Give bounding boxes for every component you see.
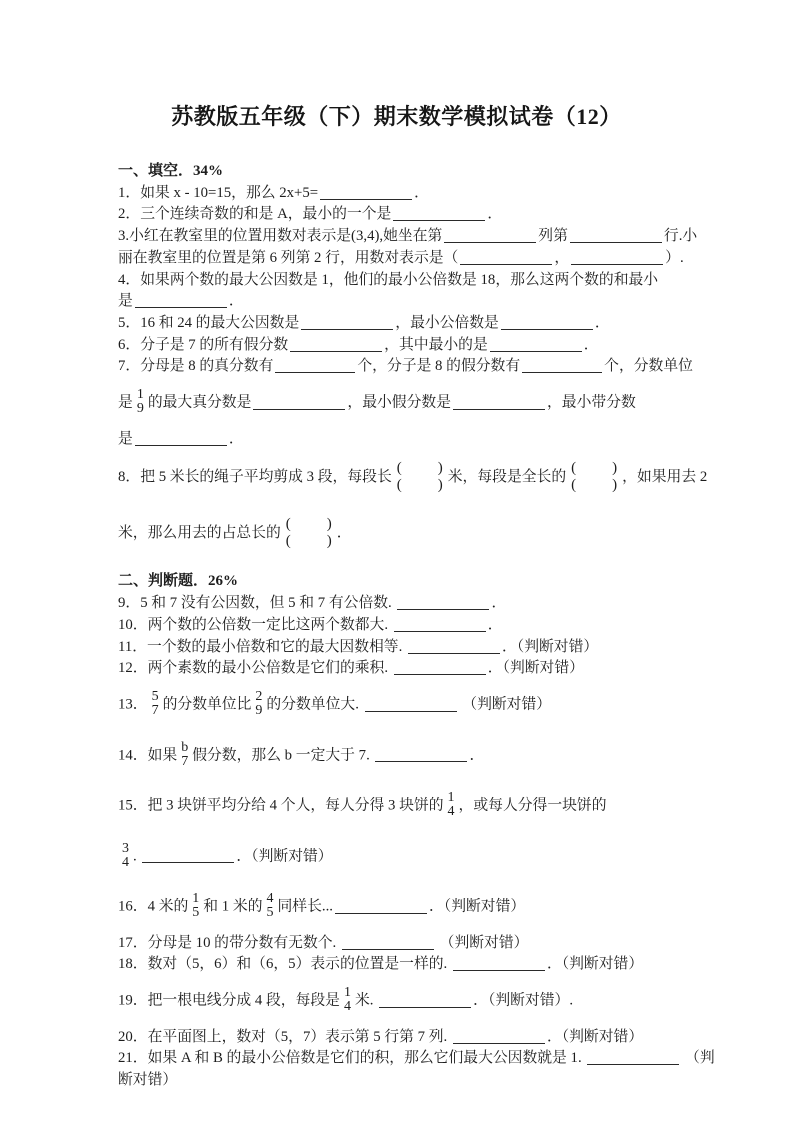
text-run: ，最小带分数 (547, 394, 636, 411)
text-run: ． (487, 206, 503, 223)
fraction: b 7 (181, 739, 189, 769)
fraction: 5 7 (151, 688, 159, 719)
question-line (118, 378, 697, 429)
text-run: ．（判断对错） (487, 660, 584, 677)
text-run: 1．如果 x - 10=15，那么 2x+5= (118, 184, 319, 201)
question-line (118, 1070, 697, 1092)
answer-blank (301, 315, 393, 330)
text-run: 个，分数单位 (604, 358, 693, 375)
question-line (118, 781, 697, 832)
text-run: 6．分子是 7 的所有假分数 (118, 336, 289, 353)
text-run: ． (491, 595, 507, 612)
text-run: 7．分母是 8 的真分数有 (118, 358, 274, 375)
text-run: ．（判断对错） (546, 1028, 644, 1045)
question-line (118, 615, 697, 637)
text-run: 10．两个数的公倍数一定比这两个数都大. (118, 616, 392, 633)
answer-blank (335, 899, 427, 914)
text-run: 是 (118, 394, 133, 411)
question-line (118, 593, 697, 615)
text-run: （判断对错） (458, 696, 552, 713)
text-run: ，如果用去 2 (622, 469, 708, 486)
text-run: ．（判断对错） (502, 638, 599, 655)
blank-paren-fraction: ( ) ( ) (396, 460, 443, 494)
text-run: 2．三个连续奇数的和是 A，最小的一个是 (118, 206, 392, 223)
question-line (118, 204, 697, 226)
answer-blank (394, 617, 486, 632)
question-line (118, 1027, 697, 1049)
text-run: ．（判断对错） (236, 848, 333, 865)
text-run: 米，每段是全长的 (447, 469, 567, 486)
answer-blank (393, 206, 485, 221)
text-run: 13． (118, 696, 148, 713)
answer-blank (501, 315, 593, 330)
answer-blank (253, 395, 345, 410)
text-run: 3.小红在教室里的位置用数对表示是(3,4),她坐在第 (118, 228, 443, 245)
answer-blank (342, 935, 434, 950)
answer-blank (142, 848, 234, 863)
fraction: 1 5 (192, 891, 200, 921)
answer-blank (379, 993, 471, 1008)
answer-blank (490, 337, 582, 352)
text-run: ． (487, 616, 503, 633)
text-run: 18．数对（5，6）和（6，5）表示的位置是一样的. (118, 956, 451, 973)
text-run: 同样长... (277, 898, 333, 915)
answer-blank (453, 956, 545, 971)
answer-blank (570, 228, 662, 243)
fraction: 1 4 (447, 790, 455, 820)
text-run: （判 (681, 1050, 715, 1067)
question-line (118, 356, 697, 378)
question-line (118, 270, 697, 292)
question-line (118, 882, 697, 933)
fraction: 3 4 (122, 840, 129, 870)
question-line (118, 832, 697, 883)
fraction: 2 9 (255, 688, 263, 719)
answer-blank (460, 250, 552, 265)
text-run: 行.小 (663, 228, 698, 245)
answer-blank (444, 228, 536, 243)
text-run: 15．把 3 块饼平均分给 4 个人，每人分得 3 块饼的 (118, 797, 444, 814)
text-run: 的分数单位比 (162, 696, 252, 713)
question-line (118, 637, 697, 659)
question-line (118, 954, 697, 976)
text-run: （判断对错） (435, 934, 529, 951)
answer-blank (275, 358, 355, 373)
question-line (118, 506, 697, 562)
answer-blank (453, 395, 545, 410)
text-run: 16．4 米的 (118, 898, 189, 915)
page-title: 苏教版五年级（下）期末数学模拟试卷（12） (171, 104, 622, 129)
text-run: ． (336, 525, 352, 542)
answer-blank (522, 358, 602, 373)
question-line (118, 335, 697, 357)
text-run: ，最小公倍数是 (395, 314, 499, 331)
answer-blank (365, 697, 457, 712)
answer-blank (408, 639, 500, 654)
text-run: ． (228, 293, 244, 310)
question-line (118, 1048, 715, 1070)
section-heading: 一、填空．34% (118, 163, 224, 179)
text-run: 是 (118, 430, 133, 447)
text-run: 21．如果 A 和 B 的最小公倍数是它们的积，那么它们最大公因数就是 1. (118, 1050, 586, 1067)
answer-blank (397, 595, 489, 610)
text-run: 17．分母是 10 的带分数有无数个. (118, 934, 340, 951)
text-run: ． (469, 747, 485, 764)
text-run: 8．把 5 米长的绳子平均剪成 3 段，每段长 (118, 469, 392, 486)
question-line (118, 226, 697, 248)
text-run: 米. (354, 992, 378, 1009)
text-run: ． (594, 314, 610, 331)
answer-blank (320, 185, 412, 200)
text-run: 4．如果两个数的最大公因数是 1，他们的最小公倍数是 18，那么这两个数的和最小 (118, 271, 659, 288)
question-line (118, 291, 697, 313)
text-run: 11．一个数的最小倍数和它的最大因数相等. (118, 638, 406, 655)
document-body (0, 131, 793, 1092)
text-run: 个，分子是 8 的假分数有 (357, 358, 521, 375)
section-heading: 二、判断题．26% (118, 573, 239, 590)
text-run: 是 (118, 293, 133, 310)
answer-blank (135, 431, 227, 446)
text-run: . (133, 848, 141, 865)
text-run: 和 1 米的 (203, 898, 263, 915)
answer-blank (290, 337, 382, 352)
text-run: 丽在教室里的位置是第 6 列第 2 行，用数对表示是（ (118, 249, 459, 266)
answer-blank (587, 1050, 679, 1065)
text-run: 20．在平面图上，数对（5，7）表示第 5 行第 7 列. (118, 1028, 451, 1045)
text-run: ． (414, 184, 429, 201)
question-line (118, 731, 697, 782)
text-run: 5．16 和 24 的最大公因数是 (118, 314, 300, 331)
text-run: ，最小假分数是 (347, 394, 451, 411)
question-line (118, 313, 697, 335)
text-run: ，或每人分得一块饼的 (458, 797, 607, 814)
text-run: 列第 (538, 228, 568, 245)
text-run: ．（判断对错） (546, 956, 644, 973)
fraction: 4 5 (266, 891, 274, 921)
question-line (118, 933, 697, 955)
question-line (118, 976, 697, 1027)
question-line (118, 680, 697, 731)
text-run: ．（判断对错） (429, 898, 526, 915)
text-run: 14．如果 (118, 747, 178, 764)
question-line (118, 429, 697, 451)
text-run: 假分数，那么 b 一定大于 7. (192, 747, 374, 764)
question-line (118, 658, 697, 680)
answer-blank (135, 293, 227, 308)
answer-blank (571, 250, 663, 265)
text-run: ，其中最小的是 (384, 336, 488, 353)
text-run: ．（判断对错）. (473, 992, 574, 1009)
fraction: 1 4 (343, 985, 351, 1015)
text-run: 19．把一根电线分成 4 段，每段是 (118, 992, 340, 1009)
text-run: 的最大真分数是 (147, 394, 252, 411)
fraction: 1 9 (136, 387, 144, 417)
question-line (118, 248, 697, 270)
text-run: 12．两个素数的最小公倍数是它们的乘积. (118, 660, 392, 677)
question-line (118, 450, 708, 506)
text-run: 的分数单位大. (266, 696, 363, 713)
text-run: ）. (665, 249, 684, 266)
text-run: ． (583, 336, 599, 353)
question-line (118, 183, 697, 205)
answer-blank (375, 747, 467, 762)
text-run: 9．5 和 7 没有公因数，但 5 和 7 有公倍数. (118, 595, 396, 612)
text-run: 米，那么用去的占总长的 (118, 525, 281, 542)
answer-blank (453, 1029, 545, 1044)
answer-blank (394, 660, 486, 675)
blank-paren-fraction: ( ) ( ) (285, 515, 332, 549)
text-run: ． (228, 430, 244, 447)
blank-paren-fraction: ( ) ( ) (571, 460, 618, 494)
text-run: 断对错） (118, 1071, 178, 1088)
text-run: ， (554, 249, 570, 266)
